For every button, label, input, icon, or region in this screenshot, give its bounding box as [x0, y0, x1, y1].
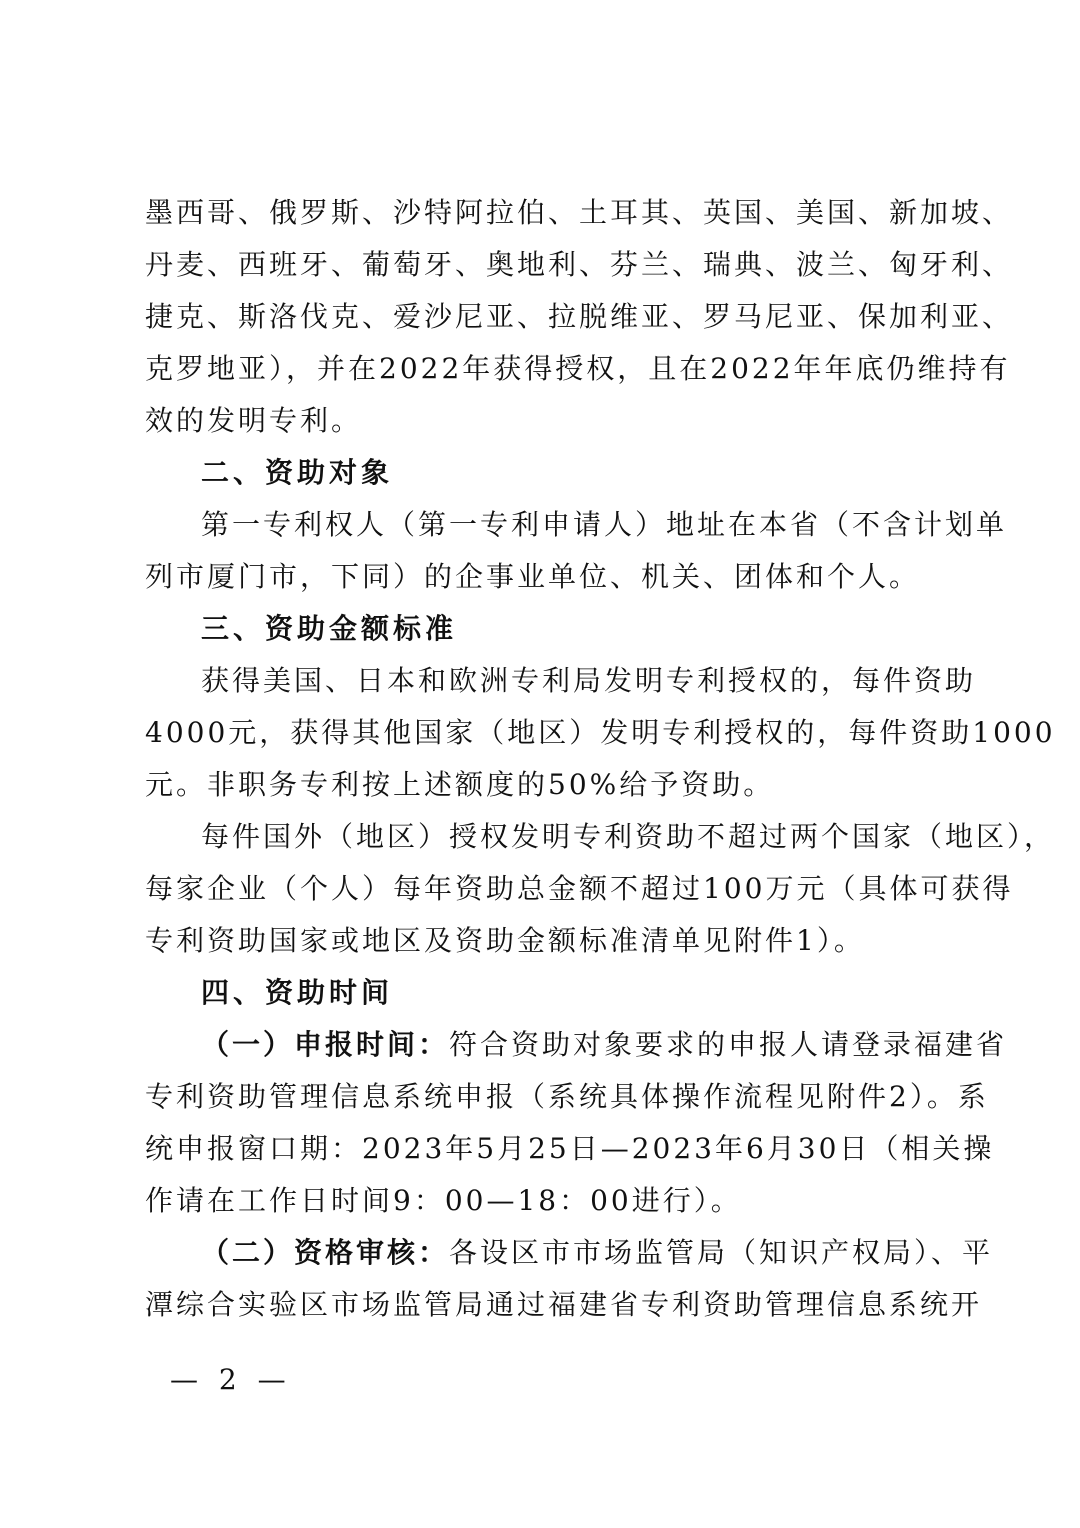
item-lead: （二）资格审核： — [201, 1236, 450, 1269]
body-line: 潭综合实验区市场监管局通过福建省专利资助管理信息系统开 — [145, 1288, 983, 1321]
body-line: 获得美国、日本和欧洲专利局发明专利授权的，每件资助 — [201, 664, 977, 697]
body-line: 列市厦门市，下同）的企事业单位、机关、团体和个人。 — [145, 560, 921, 593]
body-line: 克罗地亚），并在2022年获得授权，且在2022年年底仍维持有 — [145, 352, 1011, 385]
body-line: 专利资助管理信息系统申报（系统具体操作流程见附件2）。系 — [145, 1080, 989, 1113]
body-line: 统申报窗口期：2023年5月25日—2023年6月30日（相关操 — [145, 1132, 995, 1165]
body-line: 捷克、斯洛伐克、爱沙尼亚、拉脱维亚、罗马尼亚、保加利亚、 — [145, 300, 1014, 333]
item-application-time — [201, 1025, 1008, 1065]
item-text: 符合资助对象要求的申报人请登录福建省 — [449, 1028, 1008, 1061]
body-line: 每家企业（个人）每年资助总金额不超过100万元（具体可获得 — [145, 872, 1014, 905]
item-lead: （一）申报时间： — [201, 1028, 450, 1061]
body-line: 墨西哥、俄罗斯、沙特阿拉伯、土耳其、英国、美国、新加坡、 — [145, 196, 1014, 229]
body-line: 专利资助国家或地区及资助金额标准清单见附件1）。 — [145, 924, 865, 957]
body-line: 第一专利权人（第一专利申请人）地址在本省（不含计划单 — [201, 508, 1008, 541]
page-number: — 2 — — [170, 1363, 292, 1396]
body-line: 丹麦、西班牙、葡萄牙、奥地利、芬兰、瑞典、波兰、匈牙利、 — [145, 248, 1014, 281]
item-qualification-review — [201, 1233, 994, 1273]
section-heading-funding-time: 四、资助时间 — [201, 976, 394, 1009]
body-line: 效的发明专利。 — [145, 404, 363, 437]
section-heading-funding-target: 二、资助对象 — [201, 456, 394, 489]
item-text: 各设区市市场监管局（知识产权局）、平 — [449, 1236, 994, 1269]
body-line: 作请在工作日时间9：00—18：00进行）。 — [145, 1184, 742, 1217]
body-line: 每件国外（地区）授权发明专利资助不超过两个国家（地区）， — [201, 820, 1056, 853]
body-line: 4000元，获得其他国家（地区）发明专利授权的，每件资助1000 — [145, 716, 1056, 749]
section-heading-funding-amount: 三、资助金额标准 — [201, 612, 458, 645]
body-line: 元。非职务专利按上述额度的50%给予资助。 — [145, 768, 775, 801]
